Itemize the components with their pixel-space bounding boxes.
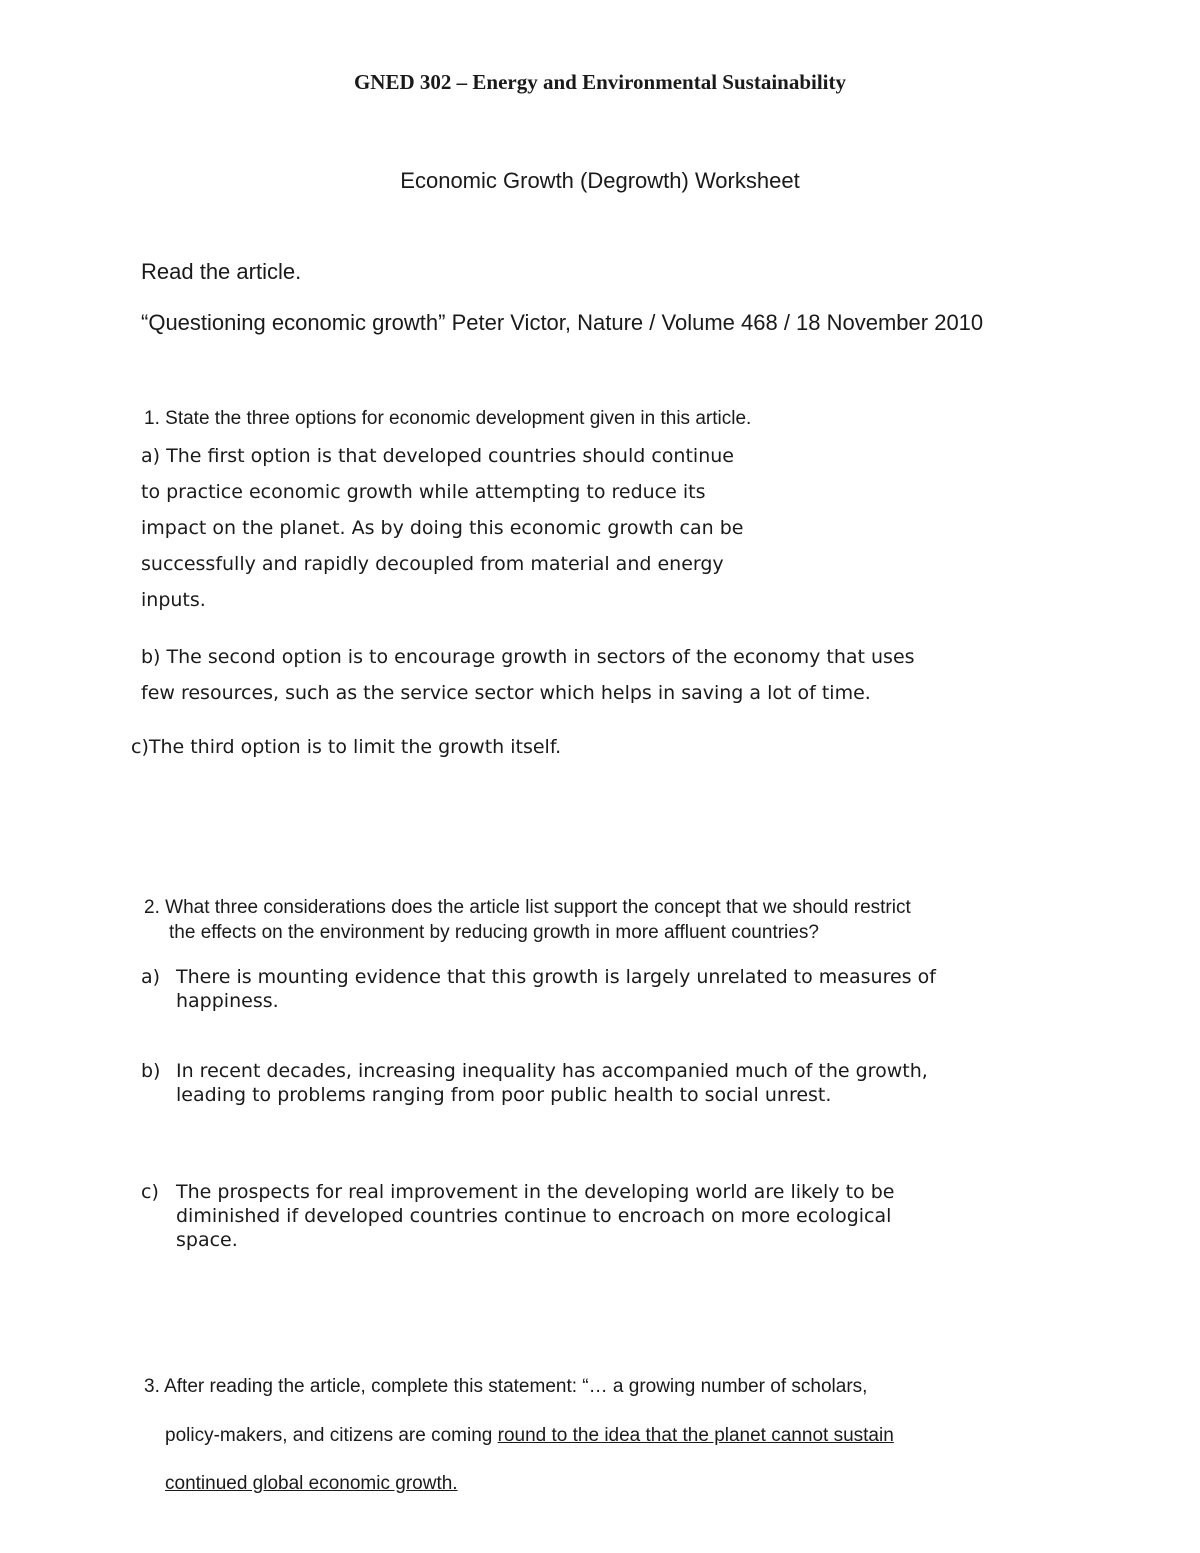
q2-question-line: the effects on the environment by reducing growth in more affluent countries? bbox=[169, 922, 819, 943]
answer-line: successfully and rapidly decoupled from material and energy bbox=[141, 553, 724, 575]
answer-line: diminished if developed countries continue to encroach on more ecological bbox=[176, 1205, 892, 1227]
q3-answer-part1: round to the idea that the planet cannot sustain bbox=[497, 1425, 894, 1446]
q2-answer-b bbox=[141, 1059, 928, 1107]
answer-line: impact on the planet. As by doing this economic growth can be bbox=[141, 517, 744, 539]
q2-answer-a bbox=[141, 965, 936, 1013]
article-citation: “Questioning economic growth” Peter Victor, Nature / Volume 468 / 18 November 2010 bbox=[141, 310, 984, 335]
course-title: GNED 302 – Energy and Environmental Sustainability bbox=[353, 70, 847, 94]
instruction-text: Read the article. bbox=[141, 259, 302, 284]
answer-label: c) bbox=[141, 1181, 159, 1203]
q1-question-text: State the three options for economic development given in this article. bbox=[165, 408, 752, 429]
answer-label: b) bbox=[141, 1060, 161, 1082]
answer-line: There is mounting evidence that this growth is largely unrelated to measures of bbox=[176, 966, 936, 988]
q1-answer-b bbox=[141, 639, 915, 711]
answer-line: happiness. bbox=[176, 990, 279, 1012]
answer-line: leading to problems ranging from poor public health to social unrest. bbox=[176, 1084, 832, 1106]
worksheet-title: Economic Growth (Degrowth) Worksheet bbox=[400, 168, 800, 193]
answer-line: few resources, such as the service sector which helps in saving a lot of time. bbox=[141, 682, 871, 704]
answer-line: The prospects for real improvement in the developing world are likely to be bbox=[176, 1181, 895, 1203]
q2-question-line: What three considerations does the article list support the concept that we should restrict bbox=[165, 897, 911, 918]
q1-question bbox=[144, 408, 751, 430]
answer-line: b) The second option is to encourage growth in sectors of the economy that uses bbox=[141, 646, 915, 668]
q1-number: 1. bbox=[144, 408, 160, 429]
q1-answer-c: c)The third option is to limit the growth itself. bbox=[131, 736, 562, 758]
q2-answer-c bbox=[141, 1180, 894, 1252]
answer-line: space. bbox=[176, 1229, 238, 1251]
q3-answer-part2: continued global economic growth. bbox=[165, 1473, 458, 1494]
answer-line: to practice economic growth while attempting to reduce its bbox=[141, 481, 706, 503]
q2-number: 2. bbox=[144, 897, 160, 918]
q3-line-2 bbox=[165, 1425, 894, 1447]
q2-question bbox=[144, 895, 911, 945]
answer-line: In recent decades, increasing inequality has accompanied much of the growth, bbox=[176, 1060, 928, 1082]
q3-question bbox=[144, 1376, 867, 1398]
q1-answer-a bbox=[141, 438, 743, 618]
answer-label: a) bbox=[141, 966, 161, 988]
answer-line: a) The first option is that developed countries should continue bbox=[141, 445, 734, 467]
q3-number: 3. bbox=[144, 1376, 160, 1397]
q3-question-text: After reading the article, complete this statement: “… a growing number of scholars, bbox=[164, 1376, 868, 1397]
answer-line: inputs. bbox=[141, 589, 206, 611]
q3-line2-prefix: policy-makers, and citizens are coming bbox=[165, 1425, 498, 1446]
